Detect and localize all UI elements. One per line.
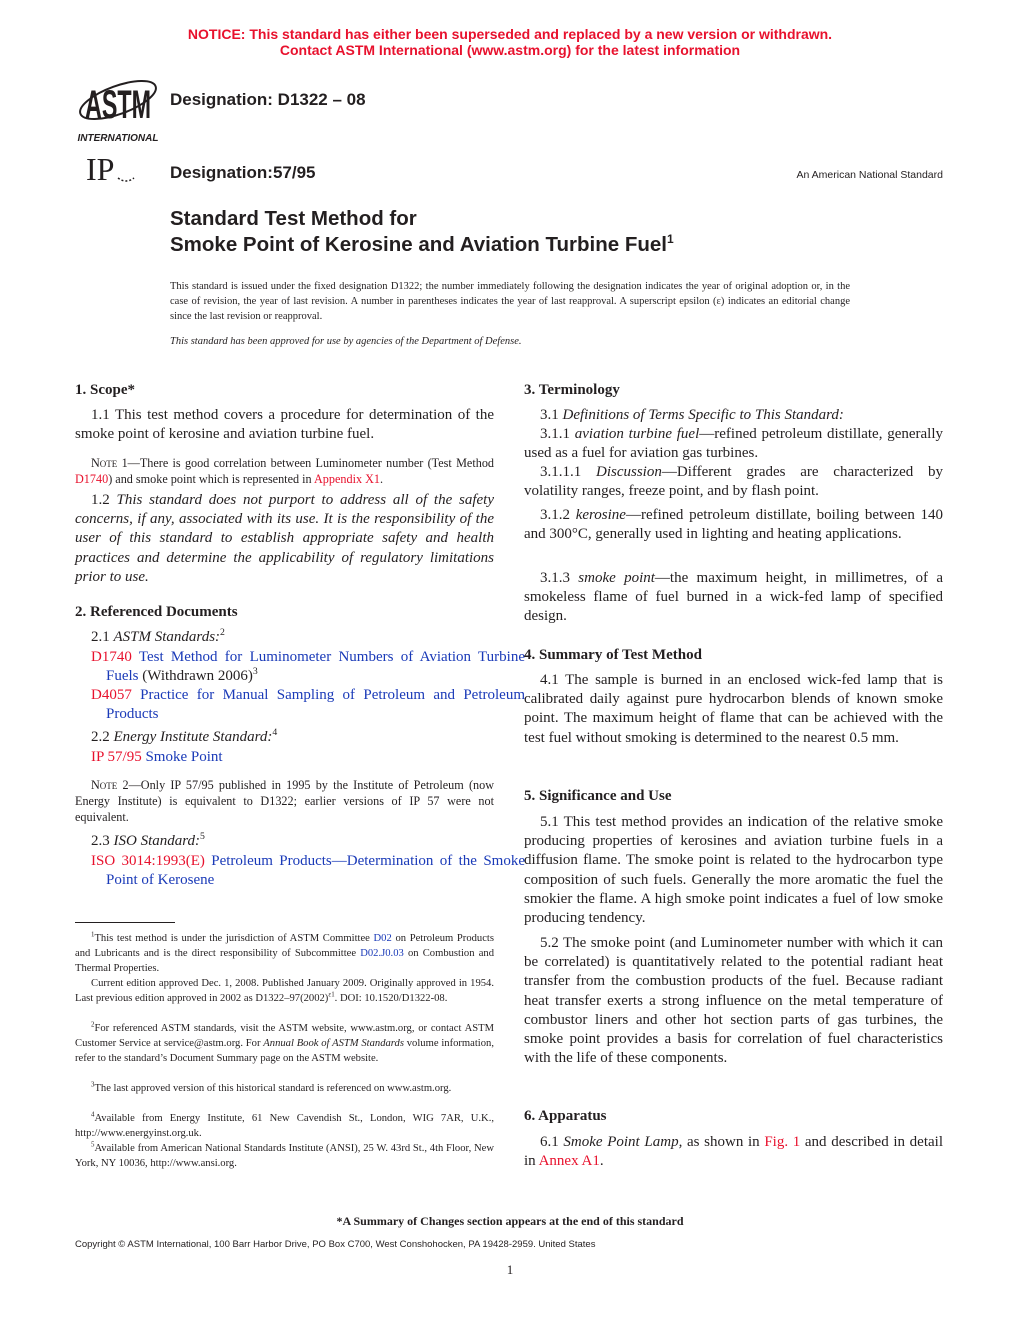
svg-text:ASTM: ASTM — [85, 83, 151, 127]
text-segment: . — [380, 472, 384, 486]
footnote — [75, 1021, 494, 1066]
title-line-1: Standard Test Method for — [170, 207, 417, 230]
text-segment: 3.1.2 — [540, 507, 576, 523]
astm-logo — [76, 66, 160, 144]
title-footnote-ref[interactable]: 1 — [667, 232, 674, 247]
text-segment: 5.2 The smoke point (and Luminometer number with which it can be correlated) is quantitatively related to the potential radiant heat transfer from the combustion products of the fuel. Because radiant heat transfer exerts a strong influence on the metal temperature of combustor liners and other hot section parts of gas turbines, the smoke point provides a basis for correlation of fuel characteristics with the life of these components. — [524, 935, 943, 1067]
text-segment: The last approved version of this historical standard is referenced on www.astm.org. — [94, 1083, 452, 1094]
footnote — [75, 976, 494, 1006]
footnote-ref-link[interactable]: 3 — [252, 666, 258, 678]
summary-of-changes-note: *A Summary of Changes section appears at the end of this standard — [336, 1214, 684, 1228]
text-segment: . — [599, 1153, 604, 1170]
note — [75, 777, 494, 825]
page-number: 1 — [506, 1262, 514, 1277]
paragraph — [75, 491, 494, 587]
reference-link[interactable]: Fig. 1 — [764, 1134, 801, 1150]
reference-link[interactable]: D1740 — [91, 649, 132, 665]
text-segment: kerosine — [575, 507, 626, 523]
text-segment: 3.1.3 — [540, 570, 579, 586]
text-segment: —refined petroleum distillate, boiling between 140 and 300°C, generally used in lighting and heating applications. — [524, 507, 944, 543]
reference-link[interactable]: D4057 — [91, 687, 132, 703]
footnote-ref-link[interactable]: 5 — [91, 1141, 95, 1149]
reference-link[interactable]: Annex A1 — [538, 1153, 600, 1170]
text-segment: This test method is under the jurisdiction of ASTM Committee — [94, 933, 374, 944]
text-segment: aviation turbine fuel — [574, 426, 700, 442]
section-heading — [524, 381, 943, 400]
section-heading — [524, 1107, 943, 1126]
footnote-ref-link[interactable]: 3 — [91, 1081, 95, 1089]
text-segment: 3.1 — [540, 407, 563, 423]
text-segment: 6.1 — [540, 1134, 564, 1150]
text-segment: as shown in — [682, 1134, 765, 1150]
paragraph — [524, 569, 943, 627]
reference-item — [75, 748, 525, 767]
text-segment: 2.2 — [91, 729, 114, 745]
text-segment: —There is good correlation between Luminometer number (Test Method — [127, 456, 495, 470]
notice-line-1: NOTICE: This standard has either been superseded and replaced by a new version or withdrawn. — [187, 26, 833, 42]
svg-text:IP: IP — [86, 151, 115, 187]
text-segment: (Withdrawn 2006) — [138, 668, 253, 685]
text-segment: 1.2 — [91, 492, 117, 508]
paragraph — [75, 728, 494, 747]
text-segment: 2.1 — [91, 629, 114, 645]
reference-link[interactable]: Appendix X1 — [313, 472, 380, 486]
paragraph — [524, 463, 943, 501]
text-segment: 5. Significance and Use — [524, 788, 672, 804]
text-segment: 1. Scope* — [75, 382, 135, 398]
text-segment: This standard does not purport to address all of the safety concerns, if any, associated with its use. It is the responsibility of the user of this standard to establish appropriate safety and health practices and determine the applicability of regulatory limitations prior to use. — [75, 492, 495, 585]
footnote-ref-link[interactable]: 5 — [200, 831, 205, 842]
footnote-ref-link[interactable]: 4 — [91, 1111, 95, 1119]
svg-text:INTERNATIONAL: INTERNATIONAL — [77, 133, 159, 144]
text-segment: Energy Institute Standard: — [113, 729, 273, 745]
text-segment: Note 1 — [91, 456, 128, 470]
text-segment: 2. Referenced Documents — [75, 604, 238, 620]
text-segment: 2.3 — [91, 833, 114, 849]
footnote — [75, 1141, 494, 1171]
text-segment: Annual Book of ASTM Standards — [263, 1038, 404, 1049]
text-segment: volume information, refer to the standard’s Document Summary page on the ASTM website. — [75, 1038, 494, 1064]
designation-astm: Designation: D1322 – 08 — [170, 90, 366, 109]
footnote-ref-link[interactable]: 2 — [220, 627, 225, 638]
title-text: Smoke Point of Kerosine and Aviation Turbine Fuel — [170, 233, 667, 256]
reference-item — [75, 852, 525, 890]
text-segment: —the maximum height, in millimetres, of a smokeless flame of fuel burned in a wick-fed lamp of specified design. — [524, 570, 943, 625]
footnote — [75, 931, 494, 976]
reference-link[interactable]: Test Method for Luminometer Numbers of Aviation Turbine Fuels — [106, 649, 525, 685]
text-segment: Note 2 — [91, 778, 129, 792]
document-title — [170, 206, 674, 258]
paragraph — [75, 406, 494, 444]
reference-link[interactable]: Practice for Manual Sampling of Petroleum and Petroleum Products — [106, 687, 525, 723]
text-segment: on Combustion and Thermal Properties. — [75, 948, 494, 974]
text-segment: ASTM Standards: — [113, 629, 221, 645]
footnote-ref-link[interactable]: 2 — [91, 1021, 95, 1029]
reference-link[interactable]: Smoke Point — [141, 749, 223, 765]
reference-link[interactable]: D02.J0.03 — [360, 948, 404, 959]
text-segment: 3.1.1.1 — [540, 464, 597, 480]
footnote-ref-link[interactable]: 1 — [91, 931, 95, 939]
ip-logo — [82, 152, 138, 186]
dod-approval-text: This standard has been approved for use by agencies of the Department of Defense. — [170, 336, 522, 347]
footnote-ref-link[interactable]: ε1 — [328, 991, 335, 999]
reference-link[interactable]: ISO 3014:1993(E) — [91, 853, 205, 869]
reference-link[interactable]: D1740 — [75, 472, 109, 486]
text-segment: and described in detail in — [524, 1134, 943, 1170]
text-segment: —refined petroleum distillate, generally used as a fuel for aviation gas turbines. — [524, 426, 944, 462]
text-segment: ) and smoke point which is represented in — [108, 472, 314, 486]
text-segment: 1.1 This test method covers a procedure for determination of the smoke point of kerosine and aviation turbine fuel. — [75, 407, 494, 443]
text-segment: Current edition approved Dec. 1, 2008. Published January 2009. Originally approved in 1954. Last previous edition approved in 2002 as D1322–97(2002) — [75, 978, 494, 1004]
reference-link[interactable]: Petroleum Products—Determination of the Smoke Point of Kerosene — [106, 853, 526, 889]
footnote — [75, 1081, 494, 1096]
text-segment: 6. Apparatus — [524, 1108, 607, 1124]
section-heading — [524, 646, 943, 665]
footnote — [75, 1111, 494, 1141]
text-segment: on Petroleum Products and Lubricants and is the direct responsibility of Subcommittee — [75, 933, 494, 959]
text-segment: Definitions of Terms Specific to This Standard: — [562, 407, 844, 423]
section-heading — [75, 381, 494, 400]
text-segment: 5.1 This test method provides an indication of the relative smoke producing properties of kerosines and aviation turbine fuels in a diffusion flame. The smoke point is related to the hydrocarbon type composition of such fuels. Generally the more aromatic the fuel the smokier the flame. A high smoke point indicates a fuel of low smoke producing tendency. — [524, 814, 943, 927]
paragraph — [524, 1133, 943, 1171]
reference-link[interactable]: D02 — [373, 933, 392, 944]
text-segment: 3.1.1 — [540, 426, 575, 442]
paragraph — [524, 406, 943, 425]
text-segment: For referenced ASTM standards, visit the ASTM website, www.astm.org, or contact ASTM Customer Service at service@astm.org. For — [75, 1023, 494, 1049]
paragraph — [524, 934, 943, 1068]
text-segment: Available from Energy Institute, 61 New Cavendish St., London, WIG 7AR, U.K., http://www.energyinst.org.uk. — [75, 1113, 494, 1139]
text-segment: . DOI: 10.1520/D1322-08. — [334, 993, 448, 1004]
section-heading — [75, 603, 494, 622]
reference-link[interactable]: IP 57/95 — [91, 749, 142, 765]
paragraph — [524, 813, 943, 928]
text-segment: 3. Terminology — [524, 382, 620, 398]
text-segment: ISO Standard: — [113, 833, 201, 849]
text-segment: —Only IP 57/95 published in 1995 by the Institute of Petroleum (now Energy Institute) is equivalent to D1322; earlier versions of IP 57 were not equivalent. — [75, 778, 494, 824]
paragraph — [524, 425, 943, 463]
designation-ip: Designation:57/95 — [170, 163, 316, 182]
preamble-text: This standard is issued under the fixed designation D1322; the number immediately following the designation indicates the year of original adoption or, in the case of revision, the year of last revision. A number in parentheses indicates the year of last reapproval. A superscript epsilon (ε) indicates an editorial change since the last revision or reapproval. — [170, 281, 850, 322]
american-national-standard-label: An American National Standard — [796, 169, 943, 181]
copyright: Copyright © ASTM International, 100 Barr Harbor Drive, PO Box C700, West Conshohocken, PA 19428-2959. United States — [75, 1239, 596, 1250]
text-segment: 4. Summary of Test Method — [524, 647, 702, 663]
text-segment: Available from American National Standards Institute (ANSI), 25 W. 43rd St., 4th Floor, New York, NY 10036, http://www.ansi.org. — [75, 1143, 494, 1169]
reference-item — [75, 648, 525, 686]
footnote-ref-link[interactable]: 4 — [272, 727, 278, 738]
paragraph — [524, 671, 943, 748]
paragraph — [75, 628, 494, 647]
notice-line-2: Contact ASTM International (www.astm.org) for the latest information — [279, 42, 741, 58]
text-segment: Smoke Point Lamp, — [563, 1134, 683, 1150]
paragraph — [524, 506, 943, 544]
text-segment: —Different grades are characterized by volatility ranges, freeze point, and by flash point. — [524, 464, 943, 500]
text-segment: Discussion — [596, 464, 662, 480]
paragraph — [75, 832, 494, 851]
preamble — [170, 279, 850, 349]
supersession-notice — [0, 26, 1020, 58]
note — [75, 455, 494, 487]
footnote-divider — [75, 922, 175, 923]
text-segment: 4.1 The sample is burned in an enclosed wick-fed lamp that is calibrated daily against pure hydrocarbon blends of known smoke point. The maximum height of flame that can be achieved with the test fuel without smoking is determined to the nearest 0.5 mm. — [524, 672, 943, 746]
reference-item — [75, 686, 525, 724]
text-segment: smoke point — [578, 570, 655, 586]
title-line-2 — [170, 232, 674, 258]
section-heading — [524, 787, 943, 806]
